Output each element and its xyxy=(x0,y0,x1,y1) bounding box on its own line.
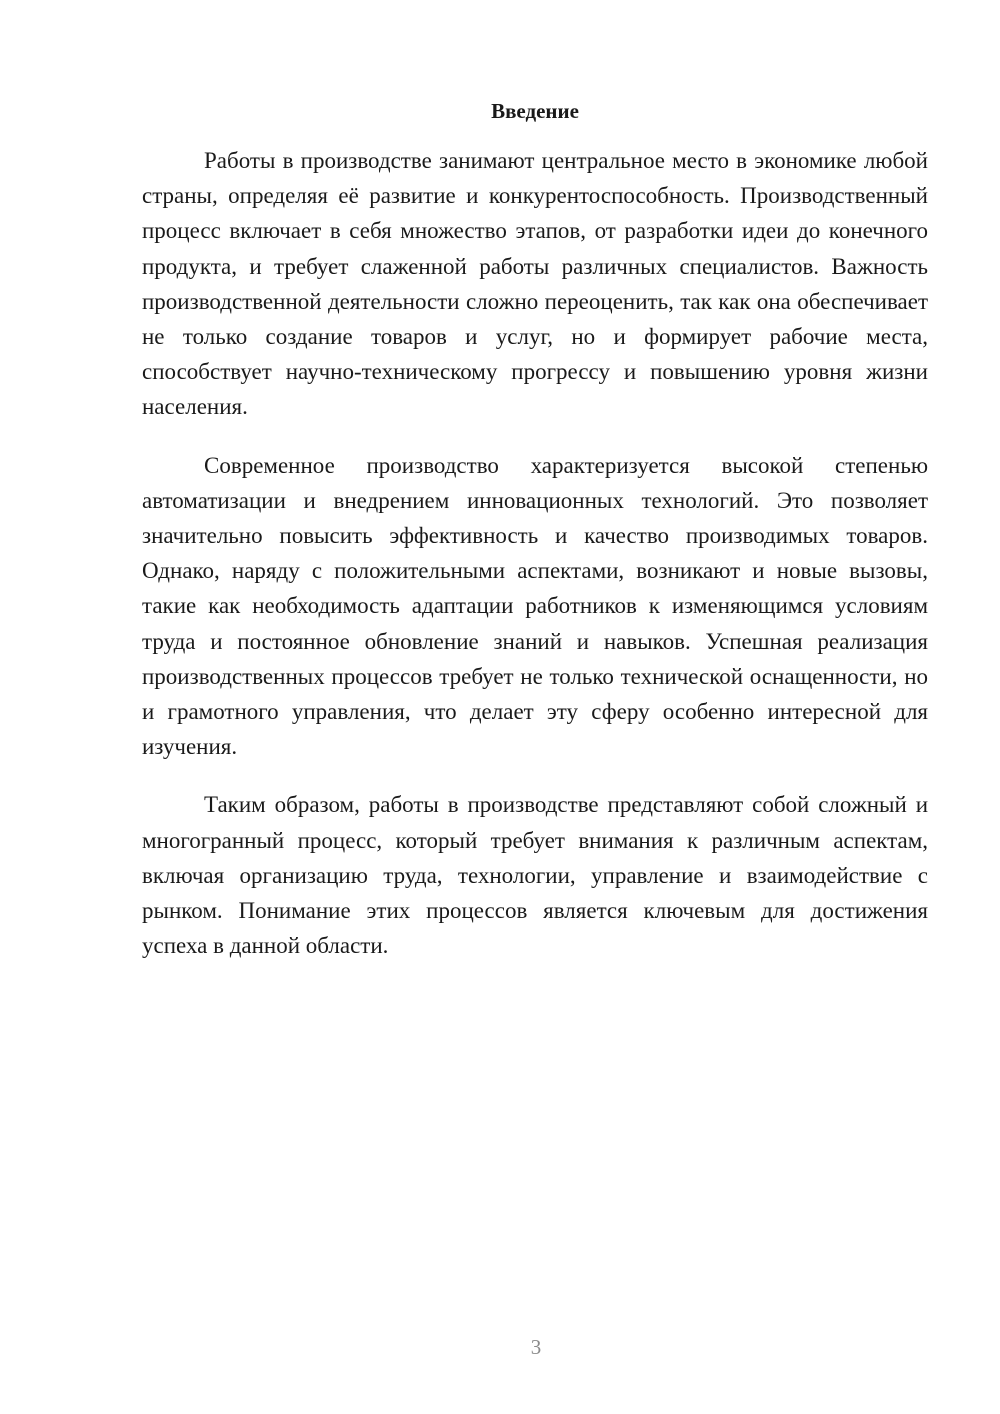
page-number: 3 xyxy=(530,1335,542,1359)
body-text xyxy=(142,143,928,986)
paragraph-1: Работы в производстве занимают центральное место в экономике любой страны, определяя её развитие и конкурентоспособность. Производственный процесс включает в себя множество этапов, от разработки идеи до конечного продукта, и требует слаженной работы различных специалистов. Важность производственной деятельности сложно переоценить, так как она обеспечивает не только создание товаров и услуг, но и формирует рабочие места, способствует научно-техническому прогрессу и повышению уровня жизни населения. xyxy=(142,148,928,420)
section-title: Введение xyxy=(491,99,579,123)
paragraph-3: Таким образом, работы в производстве представляют собой сложный и многогранный процесс, который требует внимания к различным аспектам, включая организацию труда, технологии, управление и взаимодействие с рынком. Понимание этих процессов является ключевым для достижения успеха в данной области. xyxy=(142,792,928,959)
paragraph-2: Современное производство характеризуется высокой степенью автоматизации и внедрением инновационных технологий. Это позволяет значительно повысить эффективность и качество производимых товаров. Однако, наряду с положительными аспектами, возникают и новые вызовы, такие как необходимость адаптации работников к изменяющимся условиям труда и постоянное обновление знаний и навыков. Успешная реализация производственных процессов требует не только технической оснащенности, но и грамотного управления, что делает эту сферу особенно интересной для изучения. xyxy=(142,452,928,760)
